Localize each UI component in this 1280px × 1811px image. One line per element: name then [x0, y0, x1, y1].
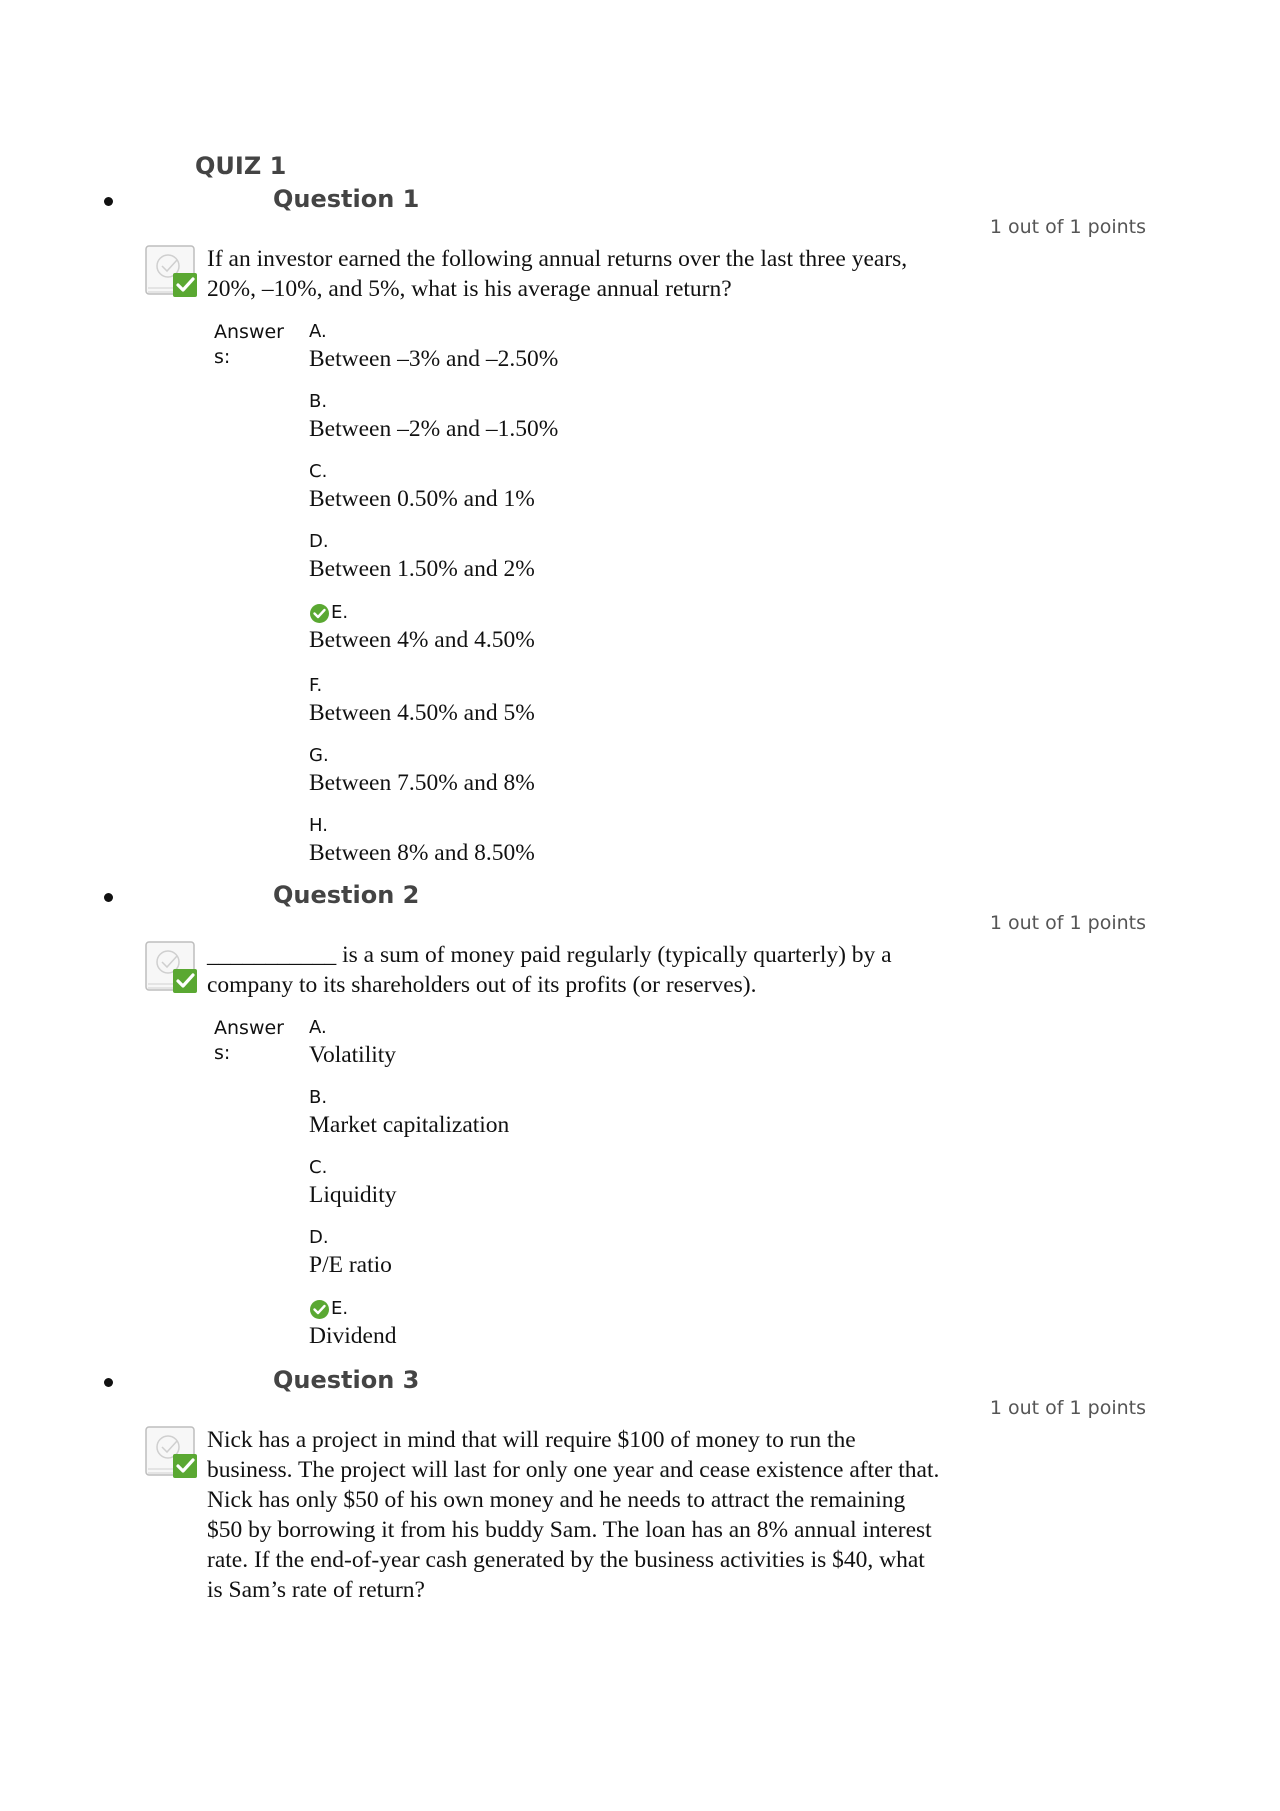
- option-text: Liquidity: [309, 1182, 397, 1208]
- option-text: Between 7.50% and 8%: [309, 770, 535, 796]
- answer-option-h: [309, 814, 535, 868]
- option-text: Between 0.50% and 1%: [309, 486, 535, 512]
- question-heading: Question 3: [273, 1366, 420, 1394]
- option-letter: G.: [309, 745, 329, 766]
- option-letter: B.: [309, 391, 328, 412]
- question-text-line: business. The project will last for only one year and cease existence after that.: [207, 1457, 940, 1483]
- option-letter: E.: [331, 1298, 349, 1319]
- answer-option-c: [309, 1156, 396, 1210]
- option-letter: B.: [309, 1087, 328, 1108]
- answers-label: Answers:: [214, 1017, 284, 1064]
- option-text: Between 4.50% and 5%: [309, 700, 535, 726]
- option-letter: D.: [309, 531, 329, 552]
- answer-option-e: [309, 601, 535, 655]
- option-text: Between –2% and –1.50%: [309, 416, 559, 442]
- answer-option-b: [309, 390, 558, 444]
- option-text: Dividend: [309, 1323, 397, 1349]
- answer-option-c: [309, 460, 535, 514]
- option-letter: A.: [309, 1017, 327, 1038]
- answer-option-g: [309, 744, 535, 798]
- question-points: 1 out of 1 points: [989, 912, 1146, 934]
- option-text: P/E ratio: [309, 1252, 392, 1278]
- question-text-line: If an investor earned the following annual returns over the last three years,: [207, 246, 908, 272]
- option-text: Between –3% and –2.50%: [309, 346, 559, 372]
- option-letter: A.: [309, 321, 327, 342]
- answer-option-e: [309, 1297, 396, 1351]
- answer-option-b: [309, 1086, 509, 1140]
- option-letter: D.: [309, 1227, 329, 1248]
- bullet-icon: [104, 197, 113, 206]
- option-letter: C.: [309, 461, 328, 482]
- question-text-line: is Sam’s rate of return?: [207, 1577, 425, 1603]
- answer-option-a: [309, 320, 558, 374]
- option-text: Market capitalization: [309, 1112, 510, 1138]
- answer-option-d: [309, 530, 535, 584]
- question-text: [207, 1425, 1027, 1605]
- question-points: 1 out of 1 points: [989, 216, 1146, 238]
- option-letter: E.: [331, 602, 349, 623]
- option-text: Between 4% and 4.50%: [309, 627, 535, 653]
- graded-correct-icon: [144, 940, 200, 996]
- answer-option-d: [309, 1226, 392, 1280]
- question-heading: Question 1: [273, 185, 420, 213]
- option-text: Volatility: [309, 1042, 397, 1068]
- question-points: 1 out of 1 points: [989, 1397, 1146, 1419]
- answer-option-f: [309, 674, 535, 728]
- correct-check-icon: [309, 1299, 330, 1320]
- option-letter: C.: [309, 1157, 328, 1178]
- option-text: Between 1.50% and 2%: [309, 556, 535, 582]
- bullet-icon: [104, 893, 113, 902]
- bullet-icon: [104, 1378, 113, 1387]
- question-text-line: Nick has only $50 of his own money and he needs to attract the remaining: [207, 1487, 906, 1513]
- graded-correct-icon: [144, 244, 200, 300]
- question-heading: Question 2: [273, 881, 420, 909]
- option-letter: H.: [309, 815, 328, 836]
- option-letter: F.: [309, 675, 323, 696]
- question-text-line: 20%, –10%, and 5%, what is his average annual return?: [207, 276, 732, 302]
- correct-check-icon: [309, 603, 330, 624]
- question-text-line: ___________ is a sum of money paid regularly (typically quarterly) by a: [207, 942, 892, 968]
- quiz-title: QUIZ 1: [195, 152, 287, 180]
- answers-label: Answers:: [214, 321, 284, 368]
- question-text-line: rate. If the end-of-year cash generated by the business activities is $40, what: [207, 1547, 925, 1573]
- question-text-line: Nick has a project in mind that will require $100 of money to run the: [207, 1427, 856, 1453]
- option-text: Between 8% and 8.50%: [309, 840, 535, 866]
- graded-correct-icon: [144, 1425, 200, 1481]
- question-text-line: company to its shareholders out of its profits (or reserves).: [207, 972, 757, 998]
- question-text: [207, 244, 1027, 304]
- answer-option-a: [309, 1016, 396, 1070]
- question-text-line: $50 by borrowing it from his buddy Sam. The loan has an 8% annual interest: [207, 1517, 932, 1543]
- question-text: [207, 940, 1027, 1000]
